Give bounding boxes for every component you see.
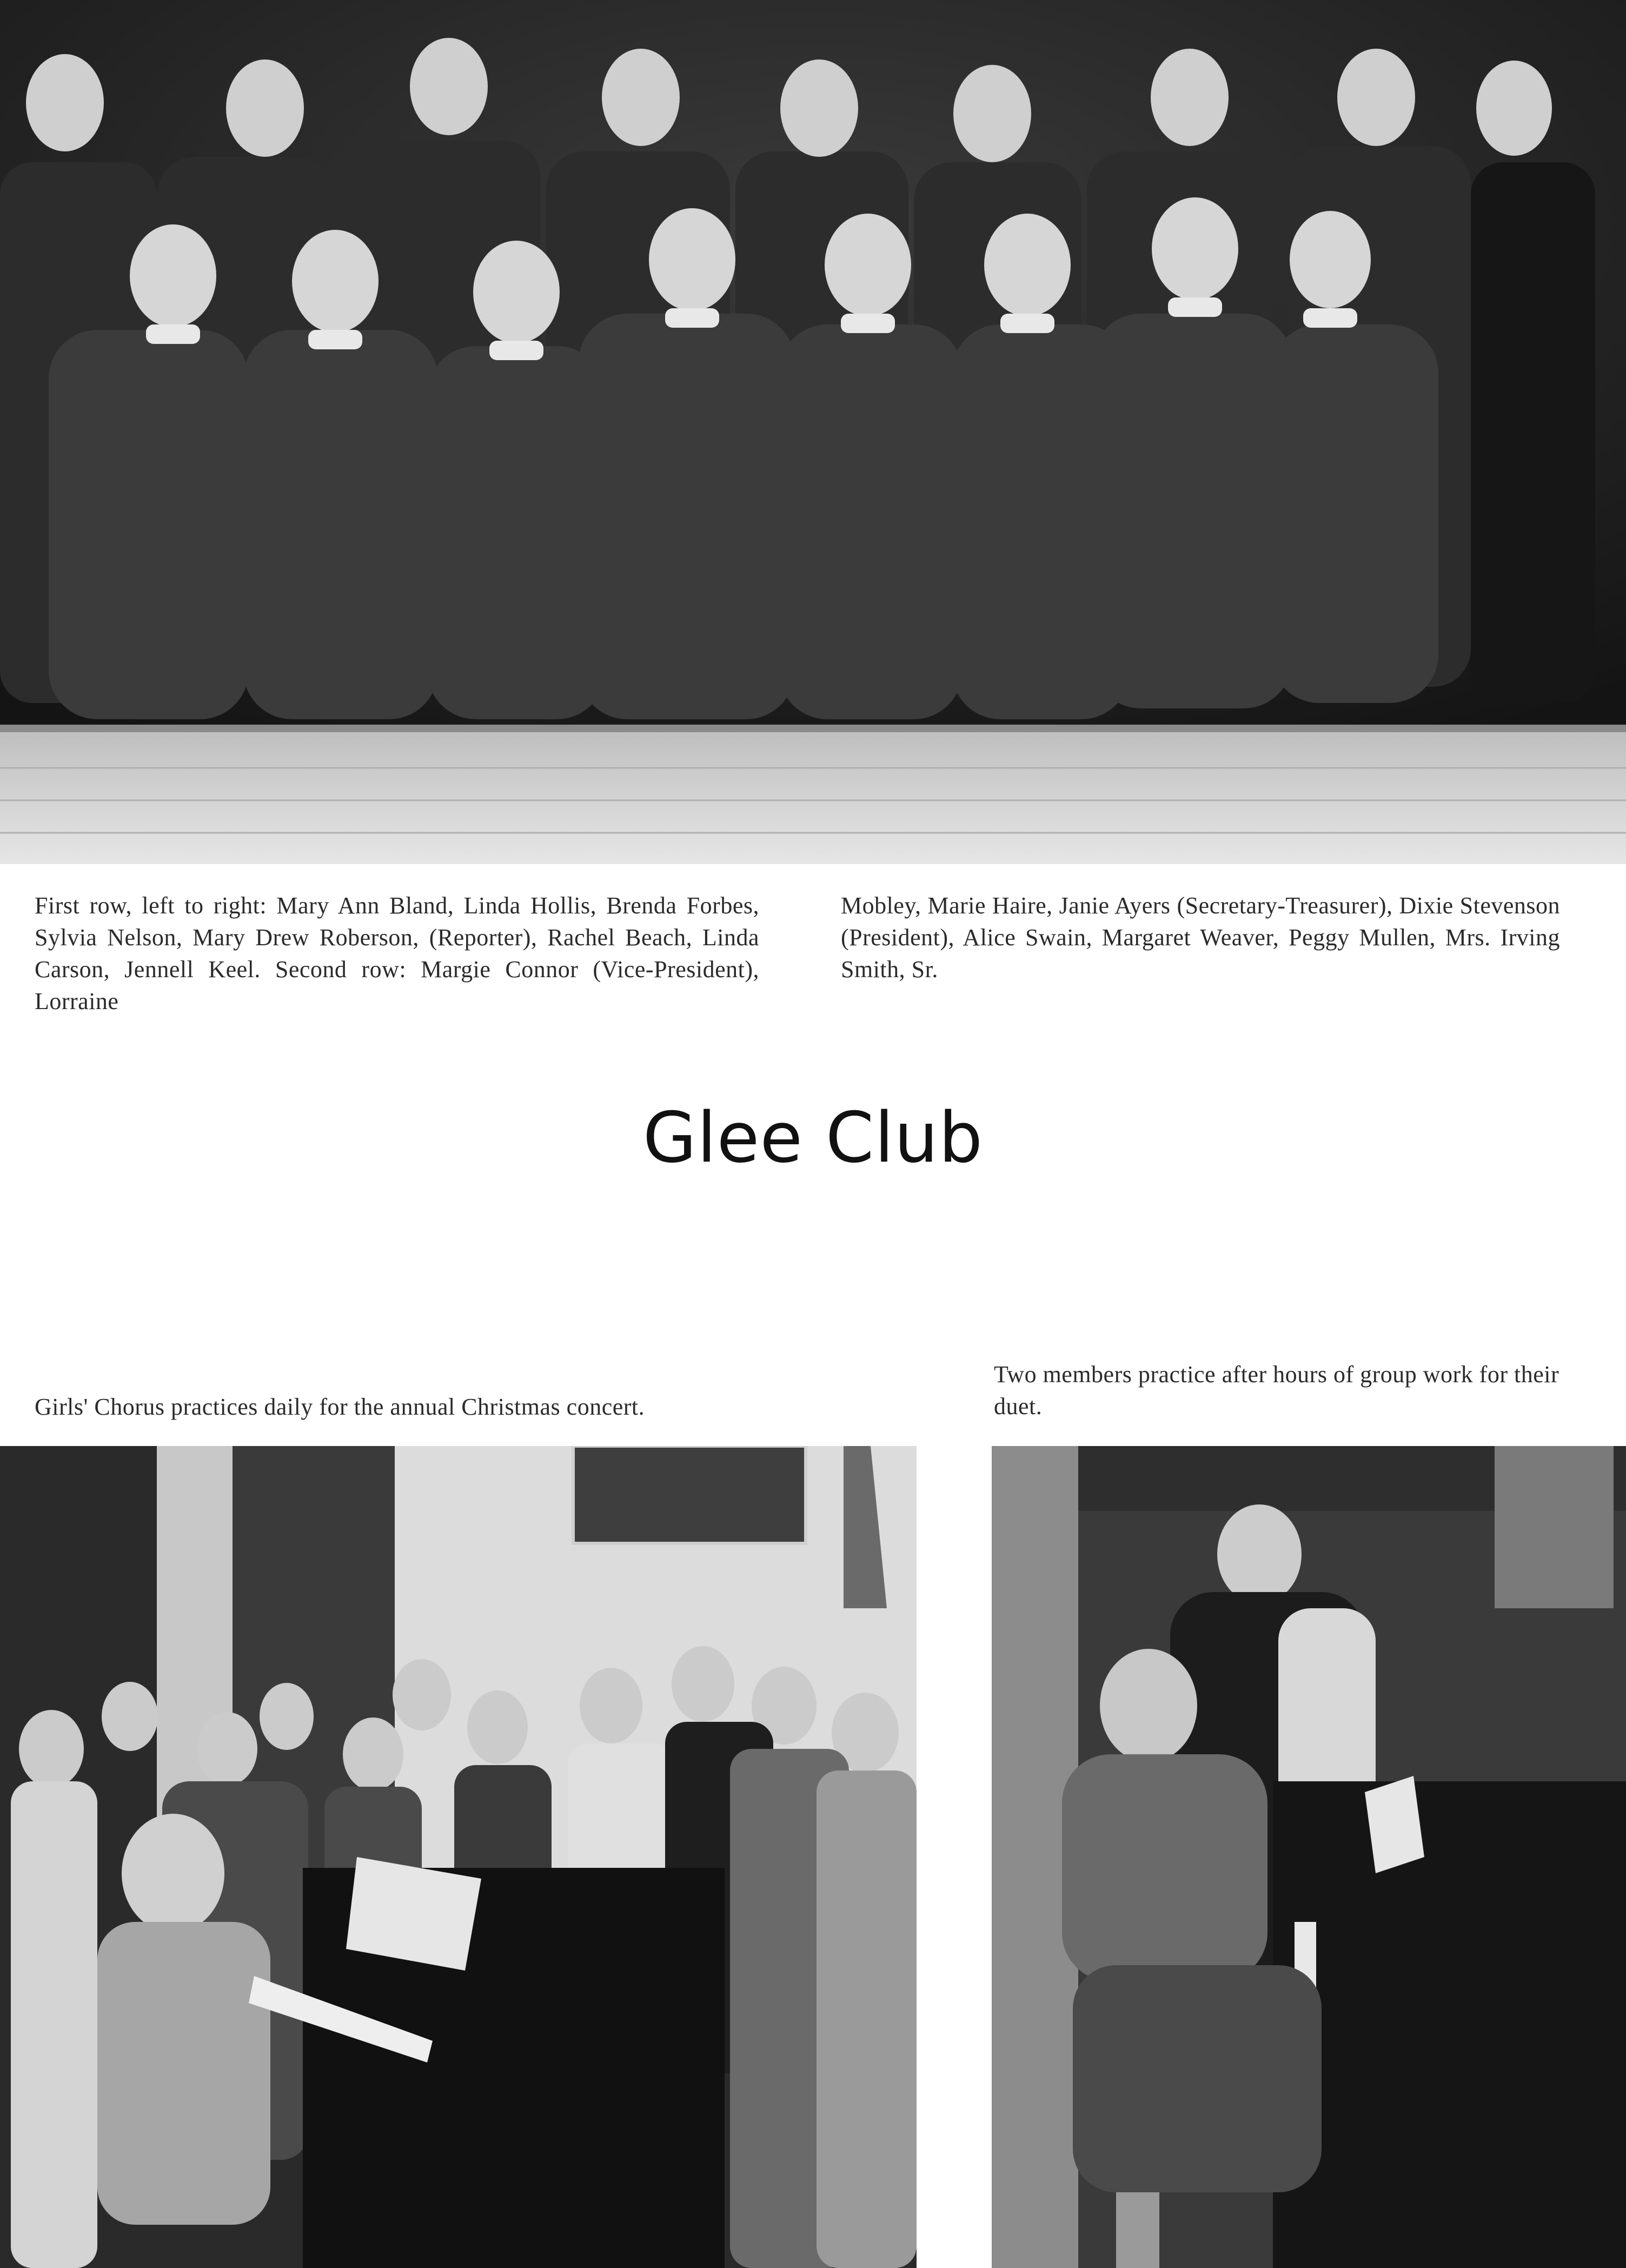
page-title: Glee Club <box>642 1098 984 1178</box>
group-photo-caption-right: Mobley, Marie Haire, Janie Ayers (Secretary-Treasurer), Dixie Stevenson (President), Alice Swain, Margaret Weaver, Peggy Mullen, Mrs. Irving Smith, Sr. <box>841 892 1560 983</box>
chorus-photo-image <box>0 1446 917 2268</box>
duet-photo-image <box>992 1446 1626 2268</box>
group-photo-image <box>0 0 1626 864</box>
chorus-photo <box>0 1446 917 2268</box>
chorus-photo-caption: Girls' Chorus practices daily for the annual Christmas concert. <box>35 1394 645 1420</box>
duet-photo <box>992 1446 1626 2268</box>
group-photo-caption-left: First row, left to right: Mary Ann Bland, Linda Hollis, Brenda Forbes, Sylvia Nelson, Mary Drew Roberson, (Reporter), Rachel Beach, Linda Carson, Jennell Keel. Second row: Margie Connor (Vice-President), Lorraine <box>35 892 759 1014</box>
duet-photo-caption: Two members practice after hours of group work for their duet. <box>994 1361 1559 1420</box>
group-photo <box>0 0 1626 864</box>
